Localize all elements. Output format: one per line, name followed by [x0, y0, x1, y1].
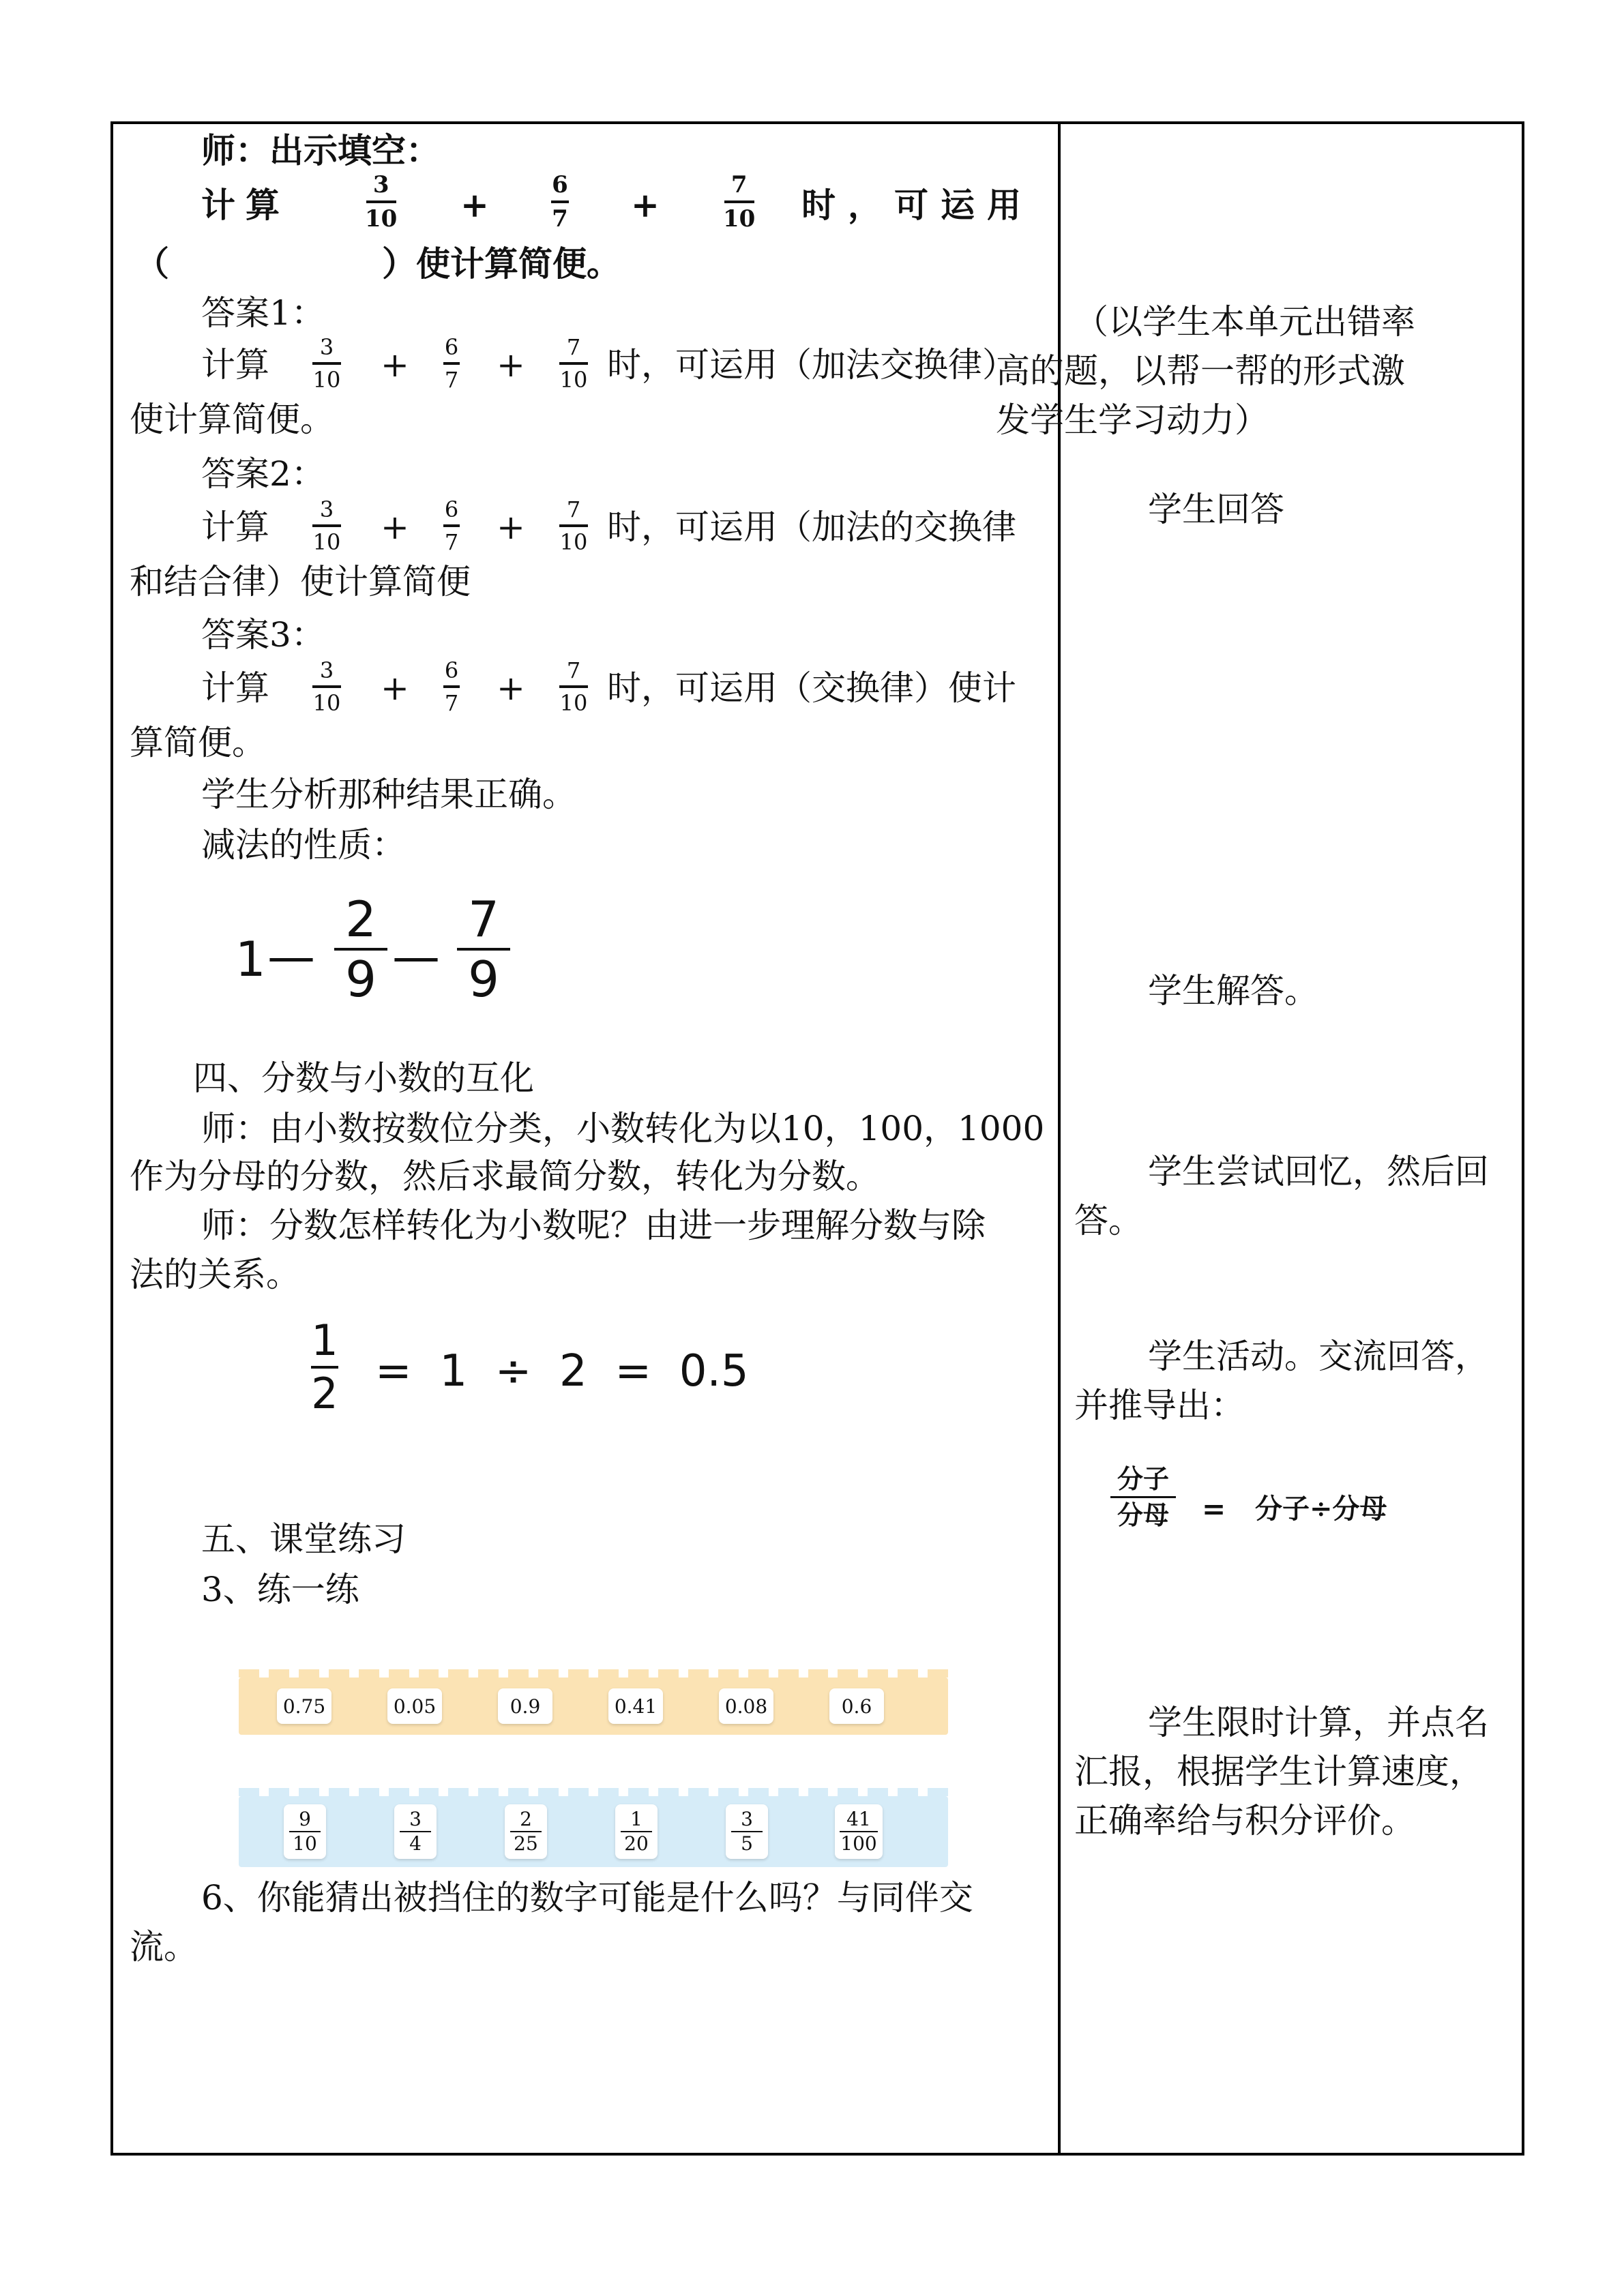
decimal-card: 0.6: [829, 1688, 884, 1724]
formula-equals: =: [1202, 1492, 1226, 1525]
q-blank-open: （: [135, 243, 169, 284]
practice3-label: 3、练一练: [201, 1570, 359, 1609]
answer2-tail: 时，可运用（加法的交换律: [607, 507, 1016, 547]
q-fraction-a: 3 10: [365, 171, 398, 233]
expr-one: 1: [235, 931, 266, 987]
answer3-tail: 时，可运用（交换律）使计: [607, 668, 1016, 708]
a1-fraction-a: 3 10: [312, 334, 341, 393]
question-suan: 算: [246, 185, 280, 225]
a1-fraction-c: 7 10: [559, 334, 588, 393]
student-activity-line2: 并推导出：: [1074, 1386, 1245, 1425]
expr-minus-1: —: [267, 929, 315, 985]
teacher-note: （以学生本单元出错率高的题，以帮一帮的形式激发学生学习动力）: [996, 302, 1415, 440]
expr-minus-2: —: [392, 929, 440, 985]
answer1-label: 答案1：: [201, 293, 325, 333]
answer3-label: 答案3：: [201, 615, 325, 655]
fraction-card: $\frac{41}{100}$: [835, 1804, 883, 1859]
section4-heading: 四、分数与小数的互化: [193, 1058, 534, 1098]
q-fraction-b: 6 7: [552, 171, 568, 233]
a3-plus-1: +: [381, 668, 409, 708]
a1-plus-1: +: [381, 345, 409, 385]
q-tail: 时，可运用: [801, 185, 1033, 225]
a2-fraction-c: 7 10: [559, 496, 588, 555]
decimal-card: 0.75: [277, 1688, 331, 1724]
decimal-card: 0.9: [498, 1688, 552, 1724]
fraction-strip: [239, 1796, 948, 1867]
a3-fraction-a: 3 10: [312, 657, 341, 716]
student-activity-line1: 学生活动。交流回答，: [1148, 1337, 1489, 1376]
teacher1-line1: 师：由小数按数位分类，小数转化为以10，100，1000: [201, 1109, 1045, 1148]
subtract-property-label: 减法的性质：: [201, 825, 406, 865]
eq-rest: = 1 ÷ 2 = 0.5: [375, 1346, 749, 1397]
teacher2-line1: 师：分数怎样转化为小数呢？由进一步理解分数与除: [201, 1206, 986, 1245]
teacher1-line2: 作为分母的分数，然后求最简分数，转化为分数。: [130, 1157, 880, 1196]
question-ji: 计: [201, 185, 235, 225]
a3-fraction-b: 6 7: [444, 657, 459, 716]
decimal-strip: [239, 1678, 948, 1735]
fraction-card: $\frac{1}{20}$: [615, 1804, 658, 1859]
decimal-card: 0.08: [719, 1688, 773, 1724]
answer1-compute: 计算: [201, 345, 269, 385]
teacher-show-text: 师：出示填空：: [201, 130, 440, 170]
q-blank-close: ）使计算简便。: [382, 243, 621, 284]
a2-fraction-b: 6 7: [444, 496, 459, 555]
answer1-cont: 使计算简便。: [130, 400, 334, 439]
a2-fraction-a: 3 10: [312, 496, 341, 555]
a1-plus-2: +: [497, 345, 525, 385]
decimal-card: 0.05: [387, 1688, 442, 1724]
a2-plus-1: +: [381, 507, 409, 547]
a3-plus-2: +: [497, 668, 525, 708]
student-timed-note: 学生限时计算，并点名汇报，根据学生计算速度，正确率给与积分评价。: [1074, 1703, 1489, 1840]
answer2-label: 答案2：: [201, 454, 325, 494]
answer2-cont: 和结合律）使计算简便: [130, 562, 471, 601]
student-answer-note: 学生回答: [1148, 490, 1284, 529]
a3-fraction-c: 7 10: [559, 657, 588, 716]
analyze-text: 学生分析那种结果正确。: [201, 775, 576, 814]
question6-line1: 6、你能猜出被挡住的数字可能是什么吗？与同伴交: [201, 1878, 973, 1918]
teacher2-line2: 法的关系。: [130, 1255, 300, 1294]
student-solve-note: 学生解答。: [1148, 971, 1318, 1011]
expr-fraction-1: 2 9: [334, 895, 387, 1004]
question6-line2: 流。: [130, 1927, 198, 1967]
eq-fraction: 1 2: [311, 1315, 338, 1418]
expr-fraction-2: 7 9: [457, 895, 510, 1004]
fraction-card: $\frac{3}{5}$: [726, 1804, 768, 1859]
fraction-card: $\frac{2}{25}$: [505, 1804, 547, 1859]
fraction-card: $\frac{3}{4}$: [394, 1804, 437, 1859]
fraction-card: $\frac{9}{10}$: [284, 1804, 326, 1859]
student-recall-note: 学生尝试回忆，然后回答。: [1074, 1152, 1489, 1240]
a2-plus-2: +: [497, 507, 525, 547]
formula-rhs: 分子÷分母: [1255, 1493, 1387, 1525]
a1-fraction-b: 6 7: [444, 334, 459, 393]
q-fraction-c: 7 10: [723, 171, 756, 233]
q-plus-1: +: [460, 185, 489, 225]
answer3-cont: 算简便。: [130, 723, 266, 762]
answer3-compute: 计算: [201, 668, 269, 708]
decimal-card: 0.41: [608, 1688, 663, 1724]
formula-fraction: 分子 分母: [1110, 1466, 1176, 1528]
answer1-tail: 时，可运用（加法交换律）: [607, 345, 1016, 385]
section5-heading: 五、课堂练习: [201, 1519, 406, 1559]
answer2-compute: 计算: [201, 507, 269, 547]
q-plus-2: +: [631, 185, 660, 225]
